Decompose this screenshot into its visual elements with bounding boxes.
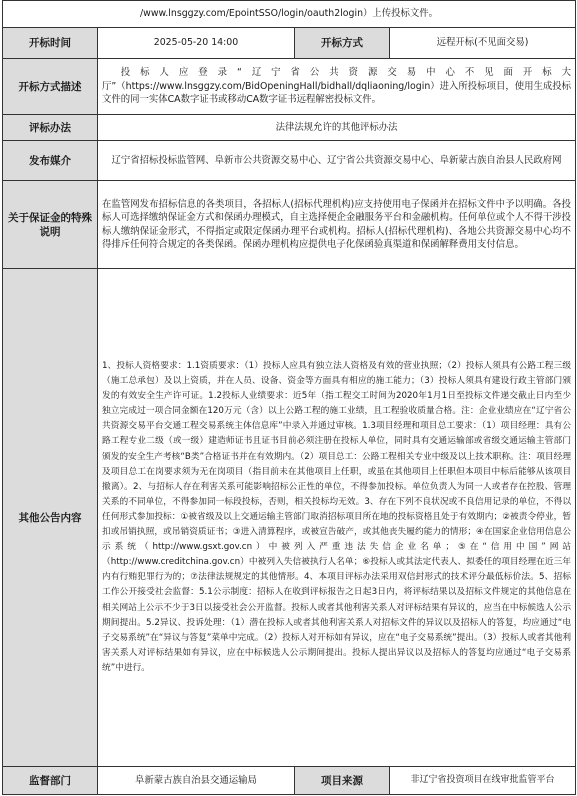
eval-row bbox=[3, 115, 576, 141]
open-time-row bbox=[3, 28, 576, 59]
deposit-label: 关于保证金的特殊说明 bbox=[3, 181, 98, 269]
supervisor-label: 监督部门 bbox=[3, 767, 98, 795]
media-label: 发布媒介 bbox=[3, 141, 98, 181]
media-row bbox=[3, 141, 576, 181]
deposit-row bbox=[3, 181, 576, 269]
other-label: 其他公告内容 bbox=[3, 269, 98, 767]
open-desc-label: 开标方式描述 bbox=[3, 59, 98, 115]
upload-text: /www.lnsggzy.com/EpointSSO/login/oauth2login）上传投标文件。 bbox=[3, 1, 576, 28]
open-desc-row bbox=[3, 59, 576, 115]
bottom-row bbox=[3, 767, 576, 795]
upload-row bbox=[3, 1, 576, 28]
supervisor-value: 阜新蒙古族自治县交通运输局 bbox=[98, 767, 295, 795]
eval-label: 评标办法 bbox=[3, 115, 98, 141]
other-row bbox=[3, 269, 576, 767]
source-label: 项目来源 bbox=[295, 767, 390, 795]
deposit-text: 在监管网发布招标信息的各类项目，各招标人(招标代理机构)应支持使用电子保函并在招标文件中予以明确。各投标人可选择缴纳保证金方式和保函办理模式，自主选择便企金融服务平台和金融机构。任何单位或个人不得干涉投标人缴纳保证金形式，不得指定或限定保函办理平台或机构。招标人(招标代理机构)、各地公共资源交易中心均不得排斥任何符合规定的各类保函。保函办理机构应提供电子化保函验真渠道和保函解释费用支付信息。 bbox=[98, 181, 576, 269]
open-method-value: 远程开标(不见面交易) bbox=[390, 28, 576, 59]
open-time-value: 2025-05-20 14:00 bbox=[98, 28, 295, 59]
open-time-label: 开标时间 bbox=[3, 28, 98, 59]
open-method-label: 开标方式 bbox=[295, 28, 390, 59]
other-text: 1、投标人资格要求：1.1资质要求：（1）投标人应具有独立法人资格及有效的营业执照；（2）投标人须具有公路工程三级（施工总承包）及以上资质，并在人员、设备、资金等方面具有相应的施工能力；（3）投标人须具有建设行政主管部门颁发的有效安全生产许可证。1.2投标人业绩要求：近5年（指工程交工时间为2020年1月1日至投标文件递交截止日内至少独立完成过一项合同金额在120万元（含）以上公路工程的施工业绩，且工程验收质量合格。注：企业业绩应在“辽宁省公共资源交易平台交通工程交易系统主体信息库”中录入并通过审核。1.3项目经理和项目总工要求：（1）项目经理：具有公路工程专业二级（或一级）建造师证书且证书目前必须注册在投标人单位，同时具有交通运输部或省级交通运输主管部门颁发的安全生产考核“B类”合格证书并在有效期内。（2）项目总工：公路工程相关专业中级及以上技术职称。注：项目经理及项目总工在岗要求须为无在岗项目（指目前未在其他项目上任职，或虽在其他项目上任职但本项目中标后能够从该项目撤离）。2、与招标人存在利害关系可能影响招标公正性的单位，不得参加投标。单位负责人为同一人或者存在控股、管理关系的不同单位，不得参加同一标段投标，否则，相关投标均无效。3、存在下列不良状况或不良信用记录的单位，不得以任何形式参加投标：①被省级及以上交通运输主管部门取消招标项目所在地的投标资格且处于有效期内；②被责令停业，暂扣或吊销执照，或吊销资质证书；③进入清算程序，或被宣告破产，或其他丧失履约能力的情形；④在国家企业信用信息公示系统（http://www.gsxt.gov.cn）中被列入严重违法失信企业名单；⑤在“信用中国”网站（http://www.creditchina.gov.cn）中被列入失信被执行人名单；⑥投标人或其法定代表人、拟委任的项目经理在近三年内有行贿犯罪行为的；⑦法律法规规定的其他情形。4、本项目评标办法采用双信封形式的技术评分最低标价法。5、招标工作公开接受社会监督：5.1公示制度：招标人在收到评标报告之日起3日内，将评标结果以及招标文件规定的其他信息在相关网站上公示不少于3日以接受社会公开监督。投标人或者其他利害关系人对评标结果有异议的，应当在中标候选人公示期间提出。5.2异议、投诉处理：（1）潜在投标人或者其他利害关系人对招标文件的异议以及招标人的答复，均应通过“电子交易系统”在“异议与答复”菜单中完成。（2）投标人对开标如有异议，应在“电子交易系统”提出。（3）投标人或者其他利害关系人对评标结果如有异议，应在中标候选人公示期间提出。投标人提出异议以及招标人的答复均应通过“电子交易系统”中进行。 bbox=[98, 269, 576, 767]
open-desc-text: 投标人应登录“辽宁省公共资源交易中心不见面开标大厅”（https://www.lnsggzy.com/BidOpeningHall/bidhall/dqliaoning/login）进入所投标项目，使用生成投标文件的同一实体CA数字证书或移动CA数字证书远程解密投标文件。 bbox=[98, 59, 576, 115]
media-text: 辽宁省招标投标监管网、阜新市公共资源交易中心、辽宁省公共资源交易中心、阜新蒙古族自治县人民政府网 bbox=[98, 141, 576, 181]
source-value: 非辽宁省投资项目在线审批监管平台 bbox=[390, 767, 576, 795]
announcement-table bbox=[2, 0, 576, 795]
eval-value: 法律法规允许的其他评标办法 bbox=[98, 115, 576, 141]
